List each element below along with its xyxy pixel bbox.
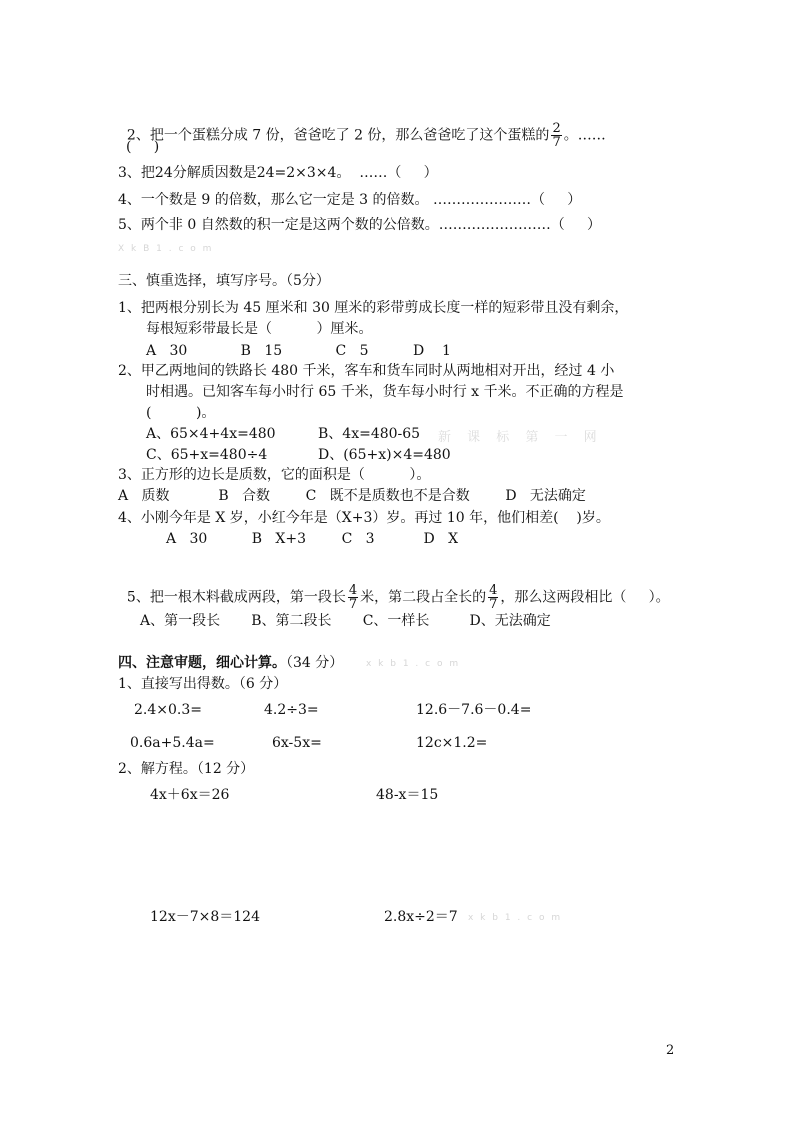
- judge-q2: [118, 104, 606, 149]
- choice-q3: 3、正方形的边长是质数，它的面积是（ ）。: [118, 467, 431, 483]
- choice-q2-line3: ( )。: [146, 405, 216, 421]
- choice-q2-option-c: C、65+x=480÷4: [146, 447, 268, 463]
- calc-sub1-heading: 1、直接写出得数。（6 分）: [118, 676, 288, 692]
- fraction-2-7: $\frac{2}{7}$: [552, 121, 561, 150]
- calc-item: 12c×1.2=: [416, 735, 488, 751]
- choice-q2-option-a: A、65×4+4x=480: [146, 426, 276, 442]
- choice-q2-option-d: D、(65+x)×4=480: [318, 447, 451, 463]
- section-four-heading-bold: 四、注意审题，细心计算。: [118, 655, 286, 671]
- choice-q1-line1: 1、把两根分别长为 45 厘米和 30 厘米的彩带剪成长度一样的短彩带且没有剩余，: [118, 300, 629, 316]
- calc-sub2-heading: 2、解方程。（12 分）: [118, 761, 255, 777]
- watermark-inline-2: x k b 1 . c o m: [468, 913, 563, 923]
- equation: 48-x＝15: [376, 787, 439, 803]
- section-four-heading-score: （34 分）: [286, 655, 344, 671]
- calc-item: 0.6a+5.4a=: [130, 735, 215, 751]
- calc-item: 4.2÷3=: [264, 702, 319, 718]
- judge-q4: 4、一个数是 9 的倍数，那么它一定是 3 的倍数。 …………………（ ）: [118, 192, 582, 208]
- judge-q3: 3、把24分解质因数是24=2×3×4。 ……（ ）: [118, 165, 438, 181]
- choice-q1-options: A 30 B 15 C 5 D 1: [146, 343, 451, 359]
- equation: 2.8x÷2＝7: [384, 909, 458, 925]
- choice-q4-options: A 30 B X+3 C 3 D X: [166, 531, 459, 547]
- watermark-cn: 新 课 标 第 一 网: [438, 430, 603, 445]
- choice-q2-line2: 时相遇。已知客车每小时行 65 千米，货车每小时行 x 千米。不正确的方程是: [146, 384, 624, 400]
- choice-q5-options: A、第一段长 B、第二段长 C、一样长 D、无法确定: [140, 613, 551, 629]
- section-three-heading: 三、慎重选择，填写序号。（5分）: [118, 273, 330, 289]
- choice-q3-options: A 质数 B 合数 C 既不是质数也不是合数 D 无法确定: [118, 488, 586, 504]
- judge-q5: 5、两个非 0 自然数的积一定是这两个数的公倍数。……………………（ ）: [118, 217, 601, 233]
- choice-q2-option-b: B、4x=480-65: [318, 426, 421, 442]
- choice-q5: [118, 566, 670, 611]
- choice-q5-mid: 米，第二段占全长的: [360, 589, 487, 606]
- choice-q5-post: ，那么这两段相比（ ）。: [500, 589, 670, 606]
- fraction-4-7-a: $\frac{4}{7}$: [348, 583, 358, 612]
- calc-item: 2.4×0.3=: [134, 702, 202, 718]
- choice-q5-pre: 5、把一根木料截成两段，第一段长: [126, 589, 346, 606]
- equation: 4x＋6x＝26: [150, 787, 230, 803]
- choice-q1-line2: 每根短彩带最长是（ ）厘米。: [146, 321, 373, 337]
- judge-q2-tail: 。……: [563, 127, 606, 144]
- calc-item: 6x-5x=: [272, 735, 322, 751]
- section-four-heading: [118, 654, 343, 672]
- judge-q2-text: 2、把一个蛋糕分成 7 份，爸爸吃了 2 份，那么爸爸吃了这个蛋糕的: [126, 127, 550, 144]
- page-number: 2: [666, 1043, 675, 1058]
- watermark-inline: x k b 1 . c o m: [366, 659, 461, 669]
- choice-q2-line1: 2、甲乙两地间的铁路长 480 千米，客车和货车同时从两地相对开出，经过 4 小: [118, 363, 615, 379]
- watermark: X k B 1 . c o m: [118, 244, 214, 254]
- calc-item: 12.6－7.6－0.4=: [416, 702, 532, 718]
- choice-q4: 4、小刚今年是 X 岁，小红今年是（X+3）岁。再过 10 年，他们相差( )岁。: [118, 510, 610, 526]
- equation: 12x－7×8＝124: [150, 909, 260, 925]
- fraction-4-7-b: $\frac{4}{7}$: [489, 583, 498, 612]
- judge-q2-paren: ( ): [126, 139, 160, 155]
